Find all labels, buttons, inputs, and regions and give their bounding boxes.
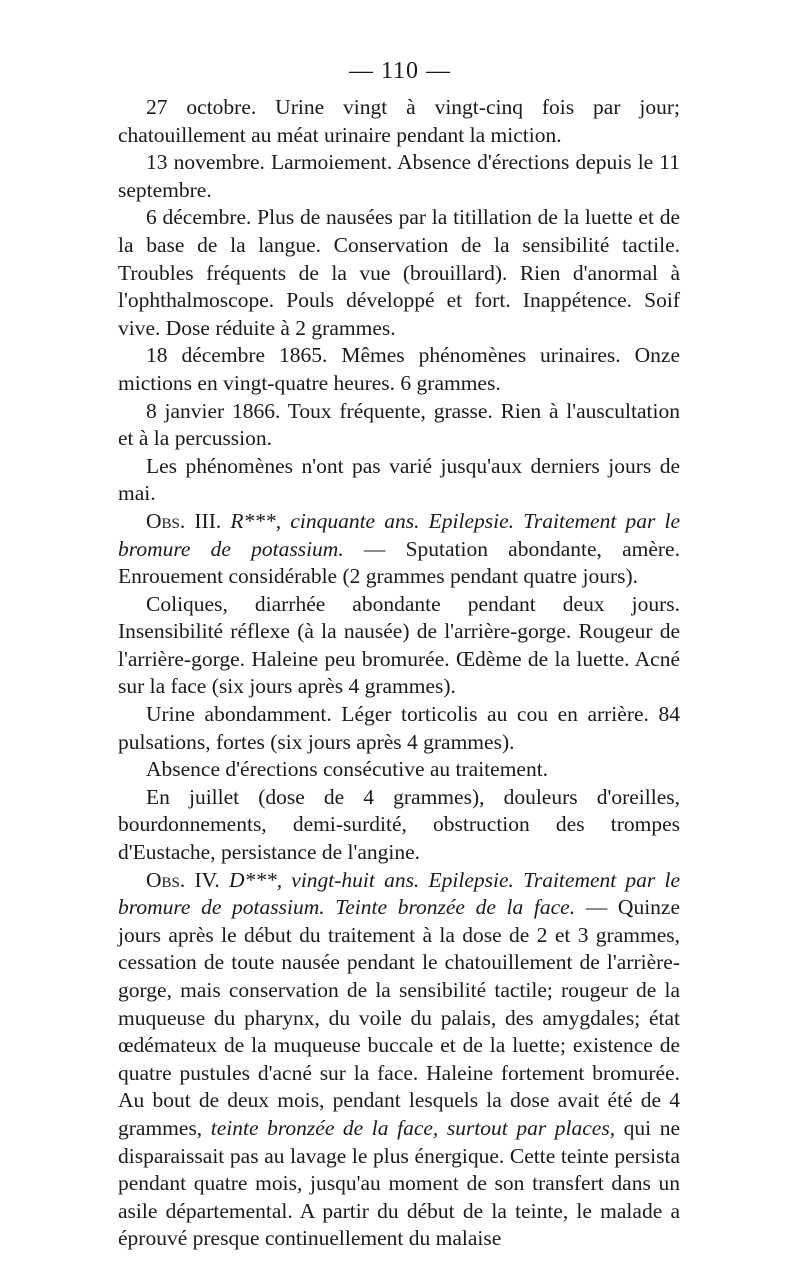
page-number: — 110 — [348,58,452,84]
paragraph-coliques: Coliques, diarrhée abondante pendant deux jours. Insensibilité réflexe (à la nausée) de l'arrière-gorge. Rougeur de l'arrière-gorge. Haleine peu bromurée. Œdème de la luette. Acné sur la face (six jours après 4 grammes). [118,591,680,699]
paragraph-juillet: En juillet (dose de 4 grammes), douleurs d'oreilles, bourdonnements, demi-surdité, obstruction des trompes d'Eustache, persistance de l'angine. [118,784,680,865]
paragraph-13-novembre: 13 novembre. Larmoiement. Absence d'érections depuis le 11 septembre. [118,150,680,202]
paragraph-8-janvier: 8 janvier 1866. Toux fréquente, grasse. Rien à l'auscultation et à la percussion. [118,398,680,451]
observation-3-heading [118,508,680,591]
paragraph-18-decembre: 18 décembre 1865. Mêmes phénomènes urinaires. Onze mictions en vingt-quatre heures. 6 grammes. [118,343,680,395]
observation-4-text: — Quinze jours après le début du traitement à la dose de 2 et 3 grammes, cessation de toute nausée pendant le chatouillement de l'arrière-gorge, mais conservation de la sensibilité tactile; rougeur de la muqueuse du pharynx, du voile du palais, des amygdales; état œdémateux de la muqueuse buccale et de la luette; existence de quatre pustules d'acné sur la face. Haleine fortement bromurée. Au bout de deux mois, pendant lesquels la dose avait été de 4 grammes, [118,895,680,1140]
observation-4-text-end: qui ne disparaissait pas au lavage le plus énergique. Cette teinte persista pendant quatre mois, jusqu'au moment de son transfert dans un asile départemental. A partir du début de la teinte, le malade a éprouvé presque continuellement du malaise [118,1115,681,1251]
body-text [118,94,680,1253]
observation-4-heading [118,867,680,1253]
paragraph-27-octobre: 27 octobre. Urine vingt à vingt-cinq fois par jour; chatouillement au méat urinaire pendant la miction. [118,95,680,147]
observation-4-title: D***, vingt-huit ans. Epilepsie. Traitement par le bromure de potassium. Teinte bronzée de la face. [118,867,680,920]
observation-3-text: — Sputation abondante, amère. Enrouement considérable (2 grammes pendant quatre jours). [118,536,680,589]
observation-3-title: R***, cinquante ans. Epilepsie. Traitement par le bromure de potassium. [118,508,681,561]
observation-4-label: Obs. IV. [146,867,220,892]
observation-3-label: Obs. III. [146,508,222,533]
observation-4-emphasis: teinte bronzée de la face, surtout par places, [210,1115,616,1140]
paragraph-phenomenes-mai: Les phénomènes n'ont pas varié jusqu'aux derniers jours de mai. [118,453,680,506]
paragraph-urine: Urine abondamment. Léger torticolis au cou en arrière. 84 pulsations, fortes (six jours après 4 grammes). [118,702,680,754]
paragraph-6-decembre: 6 décembre. Plus de nausées par la titillation de la luette et de la base de la langue. Conservation de la sensibilité tactile. Troubles fréquents de la vue (brouillard). Rien d'anormal à l'ophthalmoscope. Pouls développé et fort. Inappétence. Soif vive. Dose réduite à 2 grammes. [118,205,680,340]
paragraph-absence-erections: Absence d'érections consécutive au traitement. [146,757,549,782]
